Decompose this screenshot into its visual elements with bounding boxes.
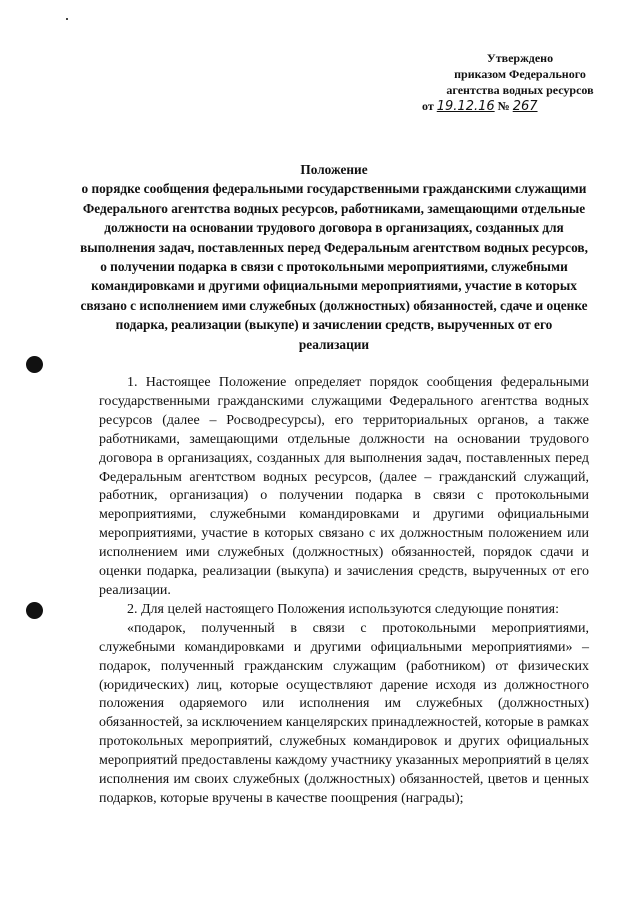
date-prefix: от: [422, 99, 434, 113]
title-subtitle: о порядке сообщения федеральными государственными гражданскими служащими Федерального агентства водных ресурсов, работниками, замещающими отдельные должности на основании трудового договора в организациях, созданных для выполнения задач, поставленных перед Федеральным агентством водных ресурсов, о получении подарка в связи с протокольными мероприятиями, служебными командировками и другими официальными мероприятиями, участие в которых связано с исполнением ими служебных (должностных) обязанностей, сдаче и оценке подарка, реализации (выкупе) и зачислении средств, вырученных от его реализации: [80, 181, 588, 352]
title-heading: Положение: [300, 162, 368, 177]
approval-line-2: приказом Федерального: [454, 67, 586, 81]
approval-block: [420, 50, 620, 115]
handwritten-number: 267: [512, 99, 538, 114]
paragraph-2: 2. Для целей настоящего Положения используются следующие понятия:: [127, 601, 559, 617]
paragraph-1: 1. Настоящее Положение определяет порядок сообщения федеральными государственными гражданскими служащими Федерального агентства водных ресурсов (далее – Росводресурсы), его территориальных органов, а также работниками, замещающими отдельные должности на основании трудового договора в организациях, созданных для выполнения задач, поставленных перед Федеральным агентством водных ресурсов, (далее – гражданский служащий, работник, организация) о получении подарка в связи с протокольными мероприятиями, служебными командировками и другими официальными мероприятиями, участие в которых связано с их должностным положением или исполнением ими служебных (должностных) обязанностей, порядок сдачи и оценки подарка, реализации (выкупа) и зачисления средств, вырученных от его реализации.: [99, 375, 589, 598]
punch-hole-icon: [26, 356, 43, 373]
punch-hole-icon: [26, 602, 43, 619]
document-body: [99, 374, 589, 809]
approval-date-line: [420, 98, 620, 115]
scan-speck: [66, 18, 68, 20]
approval-line-3: агентства водных ресурсов: [446, 83, 594, 97]
paragraph-3: «подарок, полученный в связи с протокольными мероприятиями, служебными командировками и другими официальными мероприятиями» – подарок, полученный гражданским служащим (работником) от физических (юридических) лиц, которые осуществляют дарение исходя из должностного положения одаряемого или исполнения им служебных (должностных) обязанностей, за исключением канцелярских принадлежностей, которые в рамках протокольных мероприятий, служебных командировок и других официальных мероприятий предоставлены каждому участнику указанных мероприятий в целях исполнения им своих служебных (должностных) обязанностей, цветов и ценных подарков, которые вручены в качестве поощрения (награды);: [99, 620, 589, 806]
number-sign: №: [497, 99, 510, 113]
handwritten-date: 19.12.16: [436, 99, 495, 114]
approval-line-1: Утверждено: [486, 51, 554, 65]
document-title: [80, 160, 588, 354]
